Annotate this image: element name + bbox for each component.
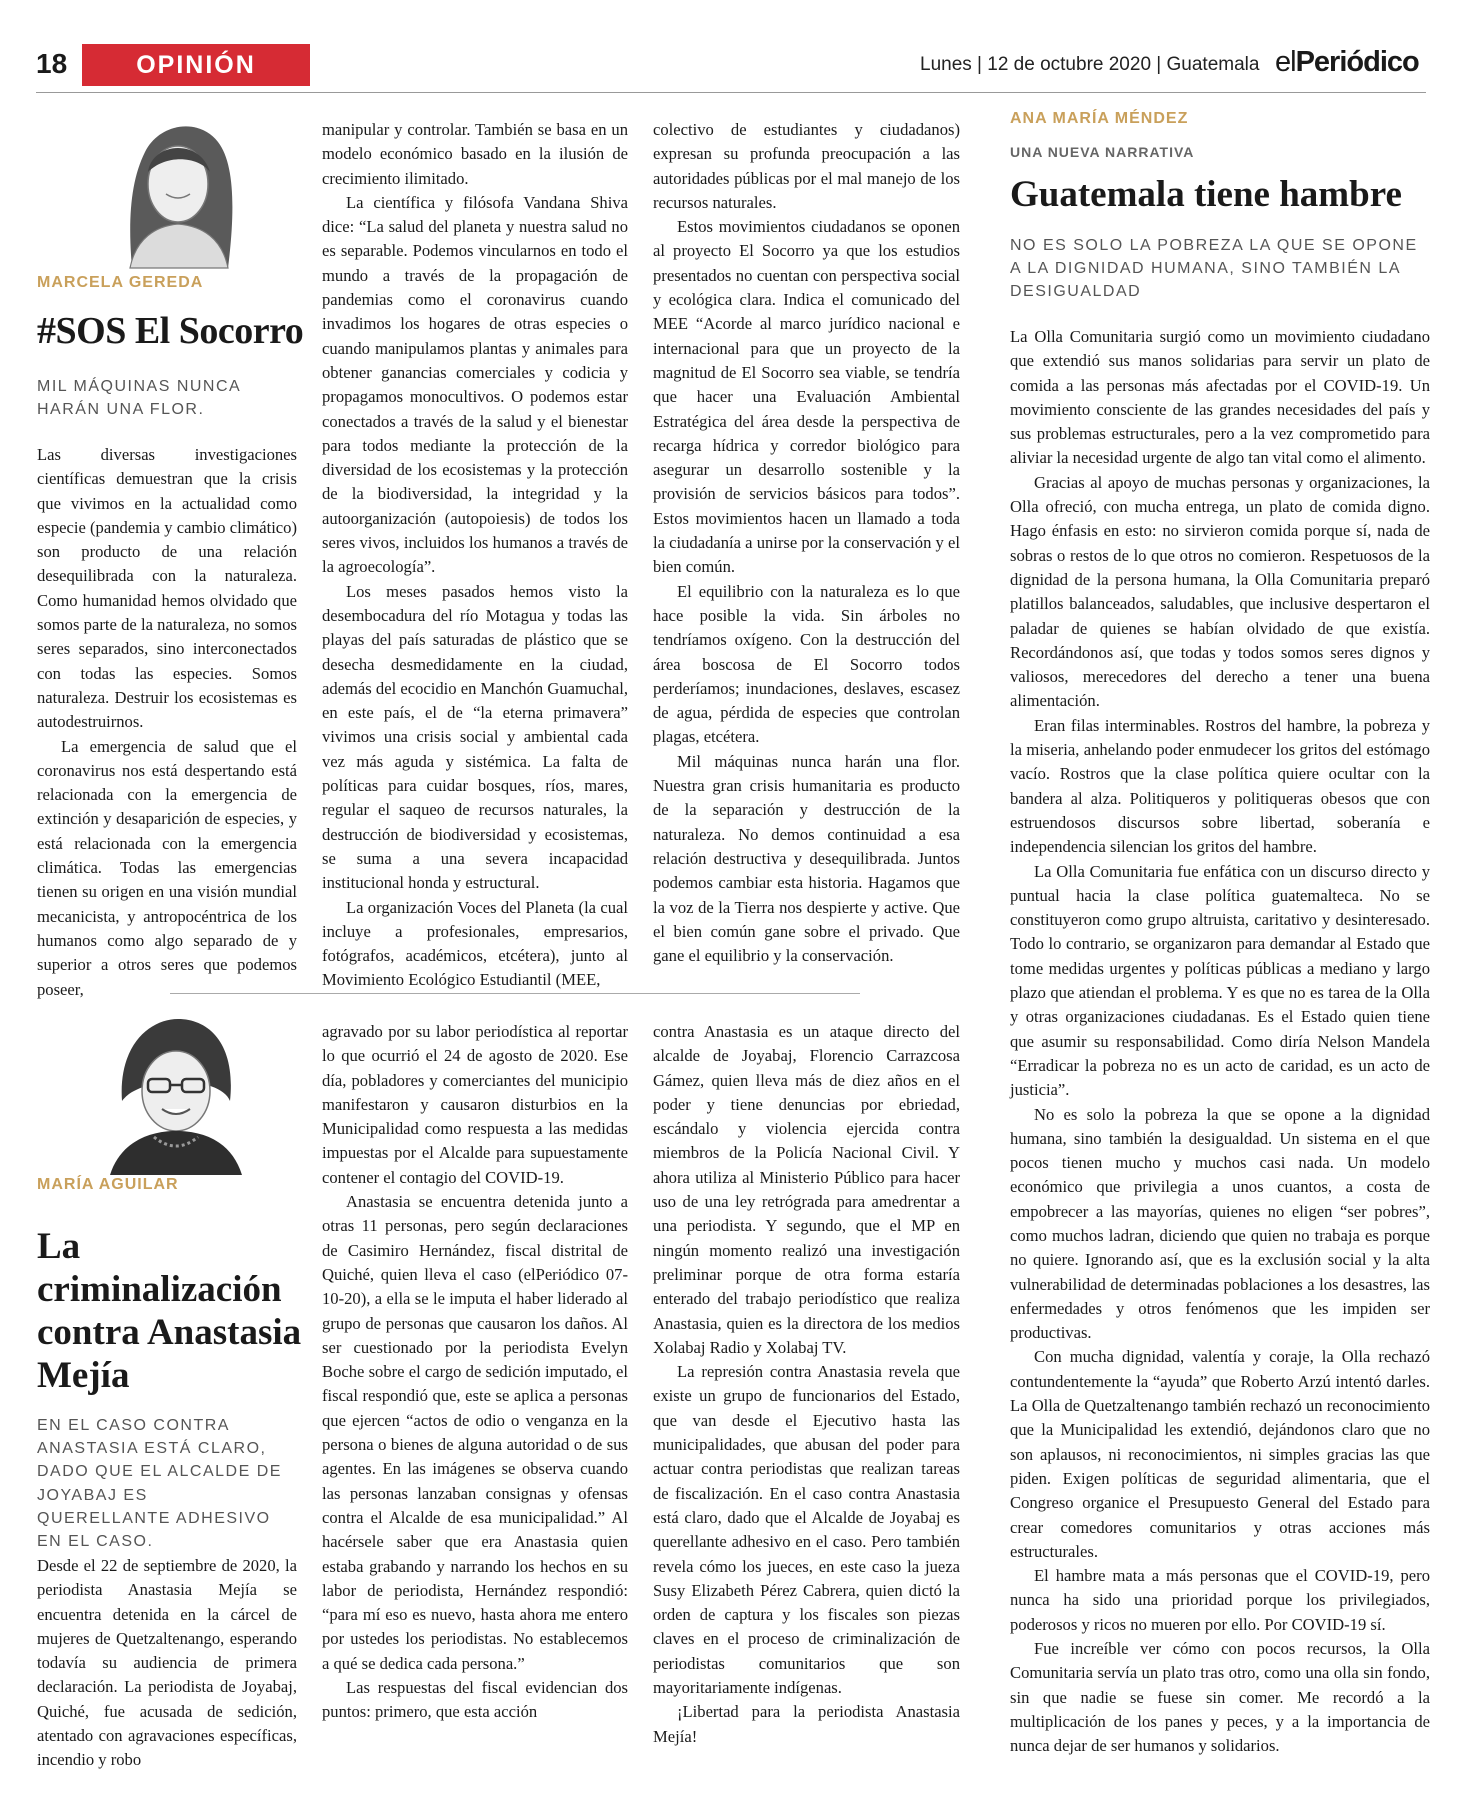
newspaper-logo bbox=[1275, 46, 1419, 79]
paragraph: La organización Voces del Planeta (la cual incluye a profesionales, empresarios, fotógrafos, académicos, etcétera), junto al Movimiento Ecológico Estudiantil (MEE, bbox=[322, 897, 628, 990]
headline-1: #SOS El Socorro bbox=[37, 310, 304, 352]
paragraph: contra Anastasia es un ataque directo del alcalde de Joyabaj, Florencio Carrazcosa Gámez, quien lleva más de diez años en el poder y tiene denuncias por ebriedad, escándalo y violencia ejercida contra miembros de la Policía Nacional Civil. Y ahora utiliza al Ministerio Público para hacer uso de una ley retrógrada para amedrentar a una periodista. Y segundo, que el MP en ningún momento realizó una investigación preliminar porque de otra forma estaría enterado del trabajo periodístico que realiza Anastasia, quien es la directora de los medios Xolabaj Radio y Xolabaj TV. bbox=[653, 1022, 960, 1357]
logo-prefix: el bbox=[1275, 46, 1296, 78]
page-number: 18 bbox=[36, 48, 68, 79]
paragraph: La represión contra Anastasia revela que existe un grupo de funcionarios del Estado, que van desde el Ejecutivo hasta las municipalidades, que abusan del poder para actuar contra periodistas que realizan tareas de fiscalización. En el caso contra Anastasia está claro, dado que el Alcalde de Joyabaj es querellante adhesivo en el caso. Pero también revela cómo los jueces, en este caso la jueza Susy Elizabeth Pérez Cabrera, quien dictó la orden de captura y los fiscales son piezas claves en el proceso de criminalización de periodistas comunitarios que son mayoritariamente indígenas. bbox=[653, 1362, 960, 1698]
paragraph: El equilibrio con la naturaleza es lo que hace posible la vida. Sin árboles no tendríamos oxígeno. Con la destrucción del área boscosa de El Socorro todos perderíamos; inundaciones, deslaves, escasez de agua, pérdida de especies que controlan plagas, etcétera. bbox=[653, 581, 960, 747]
paragraph: La emergencia de salud que el coronavirus nos está despertando está relacionada con la emergencia de extinción y desaparición de especies, y está relacionada con la emergencia climática. Todas las emergencias tienen su origen en una visión mundial mecanicista, y antropocéntrica de los humanos como algo separado de y superior a otros seres que podemos poseer, bbox=[37, 736, 297, 999]
logo-main: Periódico bbox=[1295, 46, 1419, 78]
column-name: UNA NUEVA NARRATIVA bbox=[1010, 144, 1195, 160]
deck-2: EN EL CASO CONTRA ANASTASIA ESTÁ CLARO, DADO QUE EL ALCALDE DE JOYABAJ ES QUERELLANTE ADHESIVO EN EL CASO. bbox=[37, 1417, 282, 1550]
author-photo-maria bbox=[70, 1005, 280, 1175]
author-name-2: MARÍA AGUILAR bbox=[37, 1176, 179, 1193]
article1-col1 bbox=[37, 443, 297, 999]
paragraph: La científica y filósofa Vandana Shiva dice: “La salud del planeta y nuestra salud no es separable. Podemos vincularnos en todo el mundo a través de la propagación de pandemias como el coronavirus cuando invadimos los hogares de otras especies o cuando manipulamos plantas y animales para obtener ganancias comerciales y codicia y propagamos monocultivos. O podemos estar conectados a través de la salud y el bienestar para todos mediante la protección de la diversidad de los ecosistemas y la protección de la biodiversidad, la integridad y la autoorganización (autopoiesis) de todos los seres vivos, incluidos los humanos a través de la agroecología”. bbox=[322, 192, 628, 577]
article3-body bbox=[1010, 325, 1430, 1805]
paragraph: colectivo de estudiantes y ciudadanos) expresan su profunda preocupación a las autoridades públicas por el mal manejo de los recursos naturales. bbox=[653, 120, 960, 212]
paragraph: Gracias al apoyo de muchas personas y organizaciones, la Olla ofreció, con mucha entrega, un plato de comida digno. Hago énfasis en esto: no sirvieron comida porque sí, nada de sobras o restos de lo que otros no comieron. Respetuosos de la dignidad de la persona humana, la Olla Comunitaria preparó platillos balanceados, saludables, que inclusive despertaron el paladar de quienes se habían olvidado de que existía. Recordándonos así, que todas y todos somos seres dignos y valiosos, merecedores del derecho a tener una buena alimentación. bbox=[1010, 472, 1430, 711]
paragraph: Anastasia se encuentra detenida junto a otras 11 personas, pero según declaraciones de Casimiro Hernández, fiscal distrital de Quiché, quien lleva el caso (elPeriódico 07-10-20), a ella se le imputa el haber liderado al grupo de personas que causaron los daños. Al ser cuestionado por la periodista Evelyn Boche sobre el cargo de sedición imputado, el fiscal respondió que, este se aplica a personas que ejercen “actos de odio o venganza en la persona o bienes de alguna autoridad o de sus agentes. En las imágenes se observa cuando las personas lanzaban consignas y ofensas contra el Alcalde de esa municipalidad.” Al hacérsele saber que era Anastasia quien estaba grabando y narrando los hechos en su labor de periodista, Hernández respondió: “para mí eso es nuevo, hasta ahora me entero por ustedes los periodistas. No establecemos a qué se dedica cada persona.” bbox=[322, 1192, 628, 1673]
paragraph: Los meses pasados hemos visto la desembocadura del río Motagua y todas las playas del país saturadas de plástico que se desecha desmedidamente en la ciudad, además del ecocidio en Manchón Guamuchal, en este país, el de “la eterna primavera” vivimos una crisis social y ambiental cada vez más aguda y sistémica. La falta de políticas para cuidar bosques, ríos, mares, regular el saqueo de recursos naturales, la destrucción de biodiversidad y ecosistemas, se suma a una severa incapacidad institucional honda y estructural. bbox=[322, 581, 628, 893]
article2-col2 bbox=[322, 1020, 628, 1802]
headline-2: La criminalización contra Anastasia Mejía bbox=[37, 1226, 302, 1396]
paragraph: manipular y controlar. También se basa en un modelo económico basado en la ilusión de crecimiento ilimitado. bbox=[322, 120, 628, 188]
paragraph: Fue increíble ver cómo con pocos recursos, la Olla Comunitaria servía un plato tras otro, como una olla sin fondo, sin que nadie se fuese sin comer. Me recordó a la multiplicación de los panes y peces, y a la importancia de nunca dejar de ser humanos y solidarios. bbox=[1010, 1639, 1430, 1756]
headline-3: Guatemala tiene hambre bbox=[1010, 174, 1402, 215]
author-name-1: MARCELA GEREDA bbox=[37, 274, 204, 291]
article-divider bbox=[170, 993, 860, 994]
paragraph: Desde el 22 de septiembre de 2020, la periodista Anastasia Mejía se encuentra detenida en la cárcel de mujeres de Quetzaltenango, esperando todavía su audiencia de primera declaración. La periodista de Joyabaj, Quiché, fue acusada de sedición, atentado con agravaciones específicas, incendio y robo bbox=[37, 1556, 297, 1770]
paragraph: ¡Libertad para la periodista Anastasia Mejía! bbox=[653, 1702, 960, 1746]
paragraph: agravado por su labor periodística al reportar lo que ocurrió el 24 de agosto de 2020. Ese día, pobladores y comerciantes del municipio manifestaron y causaron disturbios en la Municipalidad como respuesta a las medidas impuestas por el Alcalde para supuestamente contener el contagio del COVID-19. bbox=[322, 1022, 628, 1187]
paragraph: La Olla Comunitaria surgió como un movimiento ciudadano que extendió sus manos solidarias para servir un plato de comida a las personas más afectadas por el COVID-19. Un movimiento consciente de las grandes necesidades del país y sus problemas estructurales, pero a la vez comprometido para aliviar la necesidad urgente de algo tan vital como el alimento. bbox=[1010, 327, 1430, 468]
article1-col2 bbox=[322, 118, 628, 990]
article1-col3 bbox=[653, 118, 960, 981]
deck-1: MIL MÁQUINAS NUNCA HARÁN UNA FLOR. bbox=[37, 378, 241, 419]
article2-col3 bbox=[653, 1020, 960, 1802]
paragraph: La Olla Comunitaria fue enfática con un discurso directo y puntual hacia la clase política guatemalteca. No se constituyeron como grupo altruista, caritativo y desinteresado. Todo lo contrario, se organizaron para demandar al Estado que tome medidas urgentes y políticas públicas a mediano y largo plazo que atiendan el problema. Y es que no es tarea de la Olla y otras organizaciones ciudadanas. Es el Estado quien tiene que asumir su responsabilidad. Como diría Nelson Mandela “Erradicar la pobreza no es un acto de caridad, es un acto de justicia”. bbox=[1010, 861, 1430, 1100]
author-photo-marcela bbox=[70, 102, 280, 268]
deck-3: NO ES SOLO LA POBREZA LA QUE SE OPONE A LA DIGNIDAD HUMANA, SINO TAMBIÉN LA DESIGUALDAD bbox=[1010, 237, 1418, 301]
paragraph: Con mucha dignidad, valentía y coraje, la Olla rechazó contundentemente la “ayuda” que Roberto Arzú intentó darles. La Olla de Quetzaltenango también rechazó un reconocimiento que la Municipalidad les extendió, dejándonos claro que no son aplausos, ni reconocimientos, ni simples gracias las que piden. Exigen políticas de seguridad alimentaria, que el Congreso organice el Presupuesto General del Estado para crear comedores comunitarios y otras acciones más estructurales. bbox=[1010, 1347, 1430, 1561]
paragraph: Mil máquinas nunca harán una flor. Nuestra gran crisis humanitaria es producto de la separación y destrucción de la naturaleza. No demos continuidad a esa relación destructiva y desequilibrada. Juntos podemos cambiar esta historia. Hagamos que la voz de la Tierra nos despierte y active. Que el bien común gane sobre el privado. Que gane el equilibrio y la conservación. bbox=[653, 751, 960, 966]
paragraph: No es solo la pobreza la que se opone a la dignidad humana, sino también la desigualdad. Un sistema en el que pocos tienen mucho y muchos casi nada. Un modelo económico que privilegia a unos cuantos, a costa de empobrecer a las mayorías, quienes no eligen “ser pobres”, como muchos ladran, diciendo que quien no trabaja es porque no quiere. Ignorando así, que es la exclusión social y la alta vulnerabilidad de determinadas poblaciones a los desastres, las enfermedades y otros fenómenos que les impiden ser productivas. bbox=[1010, 1104, 1430, 1343]
paragraph: Estos movimientos ciudadanos se oponen al proyecto El Socorro ya que los estudios presentados no cuentan con perspectiva social y ecológica clara. Indica el comunicado del MEE “Acorde al marco jurídico nacional e internacional para que un proyecto de la magnitud de El Socorro sea viable, se tendría que hacer una Evaluación Ambiental Estratégica del área desde la perspectiva de recarga hídrica y corredor biológico para asegurar un desarrollo sostenible y la provisión de servicios básicos para todos”. Estos movimientos hacen un llamado a toda la ciudadanía a unirse por la conservación y el bien común. bbox=[653, 217, 960, 577]
author-name-3: ANA MARÍA MÉNDEZ bbox=[1010, 110, 1189, 127]
article2-col1 bbox=[37, 1554, 297, 1802]
paragraph: Las respuestas del fiscal evidencian dos puntos: primero, que esta acción bbox=[322, 1678, 628, 1722]
header-rule bbox=[36, 92, 1426, 93]
dateline: Lunes | 12 de octubre 2020 | Guatemala bbox=[920, 54, 1260, 75]
paragraph: El hambre mata a más personas que el COVID-19, pero nunca ha sido una prioridad porque los privilegiados, poderosos y ricos no mueren por ello. Por COVID-19 sí. bbox=[1010, 1566, 1430, 1634]
section-label: OPINIÓN bbox=[82, 44, 310, 86]
paragraph: Las diversas investigaciones científicas demuestran que la crisis que vivimos en la actualidad como especie (pandemia y cambio climático) son producto de una relación desequilibrada con la naturaleza. Como humanidad hemos olvidado que somos parte de la naturaleza, no somos seres separados, sino interconectados con todas las especies. Somos naturaleza. Destruir los ecosistemas es autodestruirnos. bbox=[37, 445, 297, 732]
paragraph: Eran filas interminables. Rostros del hambre, la pobreza y la miseria, anhelando poder enmudecer los gritos del estómago vacío. Rostros que la clase política quiere ocultar con la bandera al alza. Politiqueros y politiqueras obesos que con estruendosos discursos sobre libertad, soberanía e independencia silencian los gritos del hambre. bbox=[1010, 715, 1430, 857]
